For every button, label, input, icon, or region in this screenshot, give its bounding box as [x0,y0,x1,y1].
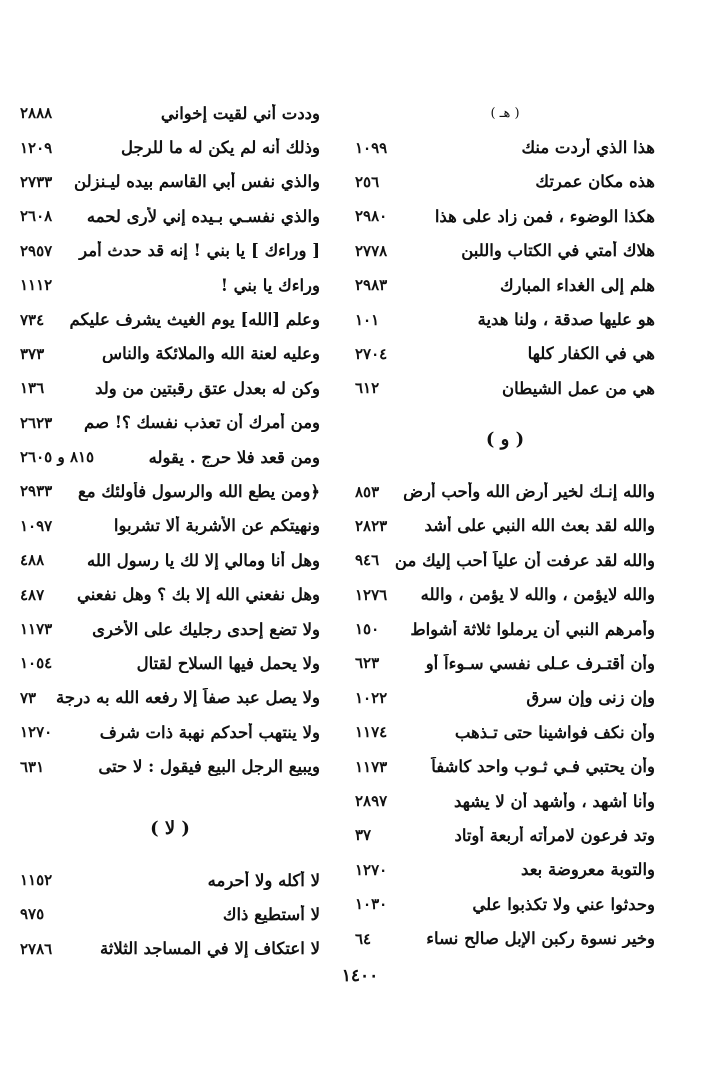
index-entry [20,509,320,543]
entry-number: ١٠٣٠ [355,895,388,914]
index-entry [20,268,320,302]
index-entry [20,406,320,440]
index-entry [355,165,655,199]
index-entry [355,268,655,302]
index-entry [355,371,655,405]
entry-text: ولا يصل عبد صفاً إلا رفعه الله به درجة [56,688,320,708]
entry-number: ٧٣ [20,688,37,707]
entry-number: ١١٧٤ [355,723,388,742]
entries-waw-continued [20,96,320,784]
entry-text: ومن أمرك أن تعذب نفسك ؟! صم [84,413,320,433]
entry-text: وتد فرعون لامرأته أربعة أوتاد [454,825,655,845]
entry-text: [ وراءك ] يا بني ! إنه قد حدث أمر [79,241,320,261]
entry-number: ٨٥٣ [355,482,380,501]
entry-number: ٩٧٥ [20,905,45,924]
index-entry [20,165,320,199]
entry-number: ١١١٢ [20,276,53,295]
entry-text: وهل أنا ومالي إلا لك يا رسول الله [87,550,320,570]
index-entry [20,681,320,715]
entry-number: ١٥٠ [355,620,380,639]
index-entry [355,577,655,611]
index-entry [20,612,320,646]
entry-text: وأن أقتـرف عـلى نفسي سـوءاً أو [425,653,655,673]
entry-number: ٢٩٨٣ [355,276,388,295]
entry-number: ٢٩٥٧ [20,241,53,260]
entry-text: وددت أني لقيت إخواني [160,103,320,123]
entry-number: ١٢٧٦ [355,585,388,604]
entry-text: هذا الذي أردت منك [521,138,655,158]
index-entry [355,646,655,680]
index-entry [20,371,320,405]
entry-number: ٢٧٨٦ [20,939,53,958]
entry-text: وحدثوا عني ولا تكذبوا علي [472,894,655,914]
entry-number: ٢٧٧٨ [355,241,388,260]
index-entry [20,646,320,680]
index-entry [355,302,655,336]
entry-number: ١٢٧٠ [20,723,53,742]
entries-ha [355,130,655,405]
entry-number: ٢٩٨٠ [355,207,388,226]
index-entry [355,818,655,852]
entry-text: والله إنـك لخير أرض الله وأحب أرض [403,482,655,501]
entry-text: والله لقد عرفت أن علياً أحب إليك من [394,550,655,570]
index-entry [20,440,320,474]
entry-text: هي من عمل الشيطان [502,378,655,398]
index-entry [355,474,655,508]
entry-number: ٦١٢ [355,379,380,398]
entry-number: ٤٨٧ [20,585,45,604]
entry-text: لا أكله ولا أحرمه [207,870,320,890]
entry-number: ٧٣٤ [20,310,45,329]
entries-la [20,863,320,966]
index-entry [355,681,655,715]
entry-number: ١٢٠٩ [20,138,53,157]
entry-text: والله لايؤمن ، والله لا يؤمن ، والله [420,585,655,605]
entry-text: وإن زنى وإن سرق [526,688,655,708]
entry-number: ٩٤٦ [355,551,380,570]
entry-number: ٢٧٣٣ [20,172,53,191]
entry-number: ٢٧٠٤ [355,344,388,363]
entry-text: والله لقد بعث الله النبي على أشد [424,516,655,536]
entry-text: وعلم [الله] يوم الغيث يشرف عليكم [69,310,320,330]
entry-number: ١٠١ [355,310,380,329]
entry-text: ويبيع الرجل البيع فيقول : لا حتى [98,757,320,777]
index-entry [355,509,655,543]
entry-text: والتوبة معروضة بعد [521,860,655,880]
entry-number: ٦٤ [355,929,372,948]
right-column [355,96,655,956]
entry-number: ٦٢٣ [355,654,380,673]
section-heading-ha: ( هـ ) [490,105,520,121]
index-entry [355,921,655,955]
entry-text: ولا تضع إحدى رجليك على الأخرى [92,619,320,639]
index-entry [20,932,320,966]
entry-text: والذي نفسـي بـيده إني لأرى لحمه [86,206,320,226]
index-entry [20,130,320,164]
entry-number: ١١٧٣ [355,757,388,776]
entry-number: ٣٧٣ [20,344,45,363]
section-heading-waw: ( و ) [485,429,525,451]
index-entry [355,784,655,818]
entry-text: وأن يحتبي فـي ثـوب واحد كاشفاً [431,757,655,777]
index-entry [355,199,655,233]
index-entry [355,130,655,164]
entries-waw [355,474,655,955]
index-entry [355,612,655,646]
index-entry [20,337,320,371]
entry-number: ٣٧ [355,826,372,845]
entry-text: ومن قعد فلا حرج . يقوله [148,447,320,467]
entry-number: ١٣٦ [20,379,45,398]
index-entry [20,543,320,577]
section-heading-la: ( لا ) [150,817,190,839]
entry-text: هكذا الوضوء ، فمن زاد على هذا [434,206,655,226]
entry-text: ولا يحمل فيها السلاح لقتال [136,653,320,673]
entry-text: ونهيتكم عن الأشربة ألا تشربوا [113,516,320,536]
entry-number: ٢٨٨٨ [20,104,53,123]
entry-number: ٢٩٣٣ [20,482,53,501]
entry-text: هي في الكفار كلها [527,344,655,364]
entry-number: ١٠٩٩ [355,138,388,157]
index-entry [20,577,320,611]
index-entry [20,474,320,508]
entry-text: هذه مكان عمرتك [535,172,655,192]
entry-text: هلم إلى الغداء المبارك [499,275,655,295]
entry-number: ١٠٢٢ [355,688,388,707]
entry-text: وعليه لعنة الله والملائكة والناس [101,344,320,364]
entry-text: ﴿ومن يطع الله والرسول فأولئك مع [77,481,320,501]
entry-text: هلاك أمتي في الكتاب واللبن [461,241,655,261]
index-entry [355,715,655,749]
entry-text: وهل نفعني الله إلا بك ؟ وهل نفعني [77,585,320,605]
index-entry [355,853,655,887]
index-entry [20,302,320,336]
entry-text: والذي نفس أبي القاسم بيده ليـنزلن [74,172,320,192]
index-entry [20,199,320,233]
entry-number: ٢٨٩٧ [355,792,388,811]
index-entry [355,887,655,921]
entry-number: ٢٥٦ [355,172,380,191]
index-entry [20,96,320,130]
index-entry [20,897,320,931]
entry-number: ٢٦٢٣ [20,413,53,432]
index-entry [20,715,320,749]
entry-text: وأنا أشهد ، وأشهد أن لا يشهد [454,791,655,811]
entry-text: وأن نكف فواشينا حتى تـذهب [454,722,655,742]
page-number: ١٤٠٠ [341,966,379,986]
entry-number: ١٢٧٠ [355,860,388,879]
entry-text: هو عليها صدقة ، ولنا هدية [477,310,655,330]
index-entry [355,337,655,371]
entry-number: ١٠٥٤ [20,654,53,673]
entry-number: ٢٦٠٨ [20,207,53,226]
entry-text: وخير نسوة ركبن الإبل صالح نساء [426,929,655,949]
entry-text: ولا ينتهب أحدكم نهبة ذات شرف [99,722,320,742]
entry-text: وكن له بعدل عتق رقبتين من ولد [95,378,320,398]
index-entry [20,749,320,783]
index-entry [20,234,320,268]
entry-number: ٤٨٨ [20,551,45,570]
entry-text: لا أستطيع ذاك [222,904,320,924]
left-column [20,96,320,966]
entry-text: وراءك يا بني ! [220,275,320,295]
entry-number: ٦٣١ [20,757,45,776]
index-entry [20,863,320,897]
index-entry [355,543,655,577]
entry-number: ١١٧٣ [20,620,53,639]
entry-number: ١١٥٢ [20,871,53,889]
entry-text: وذلك أنه لم يكن له ما للرجل [120,138,320,158]
entry-number: ٢٨٢٣ [355,516,388,535]
index-entry [355,234,655,268]
entry-text: لا اعتكاف إلا في المساجد الثلاثة [99,939,320,959]
index-entry [355,749,655,783]
entry-text: وأمرهم النبي أن يرملوا ثلاثة أشواط [410,619,655,639]
entry-number: ١٠٩٧ [20,516,53,535]
entry-number: ٨١٥ و ٢٦٠٥ [20,448,95,467]
